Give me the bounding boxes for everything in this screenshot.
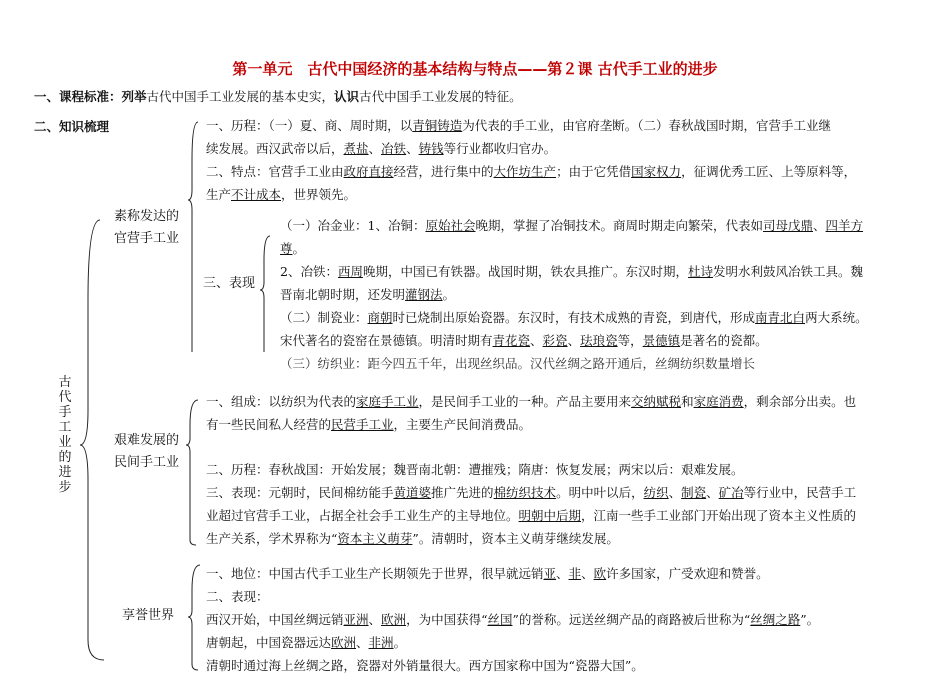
page-title: 第一单元 古代中国经济的基本结构与特点——第２课 古代手工业的进步 [232, 60, 718, 78]
standard-t2: 古代中国手工业发展的特征。 [359, 89, 522, 104]
root-label: 古代手工业的进步 [58, 375, 72, 495]
world-label: 享誉世界 [122, 608, 175, 623]
world-content: 一、地位：中国古代手工业生产长期领先于世界，很早就远销亚、非、欧许多国家，广受欢迎和赞誉。 二、表现： 西汉开始，中国丝绸远销亚洲、欧洲，为中国获得“丝国”的誉称。远送丝绸产品的商路被后世称为“丝绸之路”。 唐朝起，中国瓷器远达欧洲、非洲。 清朝时通过海上丝绸之路，瓷器对外销量很大。西方国家称中国为“瓷器大国”。 [206, 566, 820, 673]
show-brace [260, 236, 270, 352]
official-show-label: 三、表现 [203, 276, 256, 291]
official-label-2: 官营手工业 [114, 231, 180, 246]
standard-w2: 认识 [334, 89, 360, 104]
official-show-content: （一）冶金业：1、冶铜：原始社会晚期，掌握了冶铜技术。商周时期走向繁荣，代表如司母戊鼎、四羊方 尊。 2、冶铁：西周晚期，中国已有铁器。战国时期，铁农具推广。东汉时期，杜诗发明水利鼓风冶铁工具。魏 晋南北朝时期，还发明灌钢法。 （二）制瓷业：商朝时已烧制出原始瓷器。东汉时，有技术成熟的青瓷，到唐代，形成南青北白两大系统。 宋代著名的瓷窑在景德镇。明清时期有青花瓷、彩瓷、珐琅瓷等，景德镇是著名的瓷都。 （三）纺织业：距今四五千年，出现丝织品。汉代丝绸之路开通后，丝绸纺织数量增长 [280, 218, 868, 371]
folk-label-1: 艰难发展的 [114, 433, 180, 448]
official-history: 一、历程：（一）夏、商、周时期，以青铜铸造为代表的手工业，由官府垄断。（二）春秋战国时期，官营手工业继 续发展。西汉武帝以后，煮盐、冶铁、铸钱等行业都收归官办。 二、特点：官营手工业由政府直接经营，进行集中的大作坊生产；由于它凭借国家权力，征调优秀工匠、上等原料等， 生产不计成本，世界领先。 [206, 118, 857, 202]
official-brace [188, 122, 198, 352]
world-brace [188, 565, 200, 670]
folk-composition: 一、组成：以纺织为代表的家庭手工业，是民间手工业的一种。产品主要用来交纳赋税和家庭消费，剩余部分出卖。也 有一些民间私人经营的民营手工业，主要生产民间消费品。 [206, 394, 857, 432]
standard-t1: 古代中国手工业发展的基本史实， [146, 89, 335, 104]
standard-w1: 列举 [121, 89, 147, 104]
folk-history-and-show: 二、历程：春秋战国：开始发展；魏晋南北朝：遭摧残；隋唐：恢复发展；两宋以后：艰难发展。 三、表现：元朝时，民间棉纺能手黄道婆推广先进的棉纺织技术。明中叶以后，纺织、制瓷、矿冶等行业中，民营手工 业超过官营手工业，占据全社会手工业生产的主导地位。明朝中后期，江南一些手工业部门开始出现了资本主义性质的 生产关系，学术界称为“资本主义萌芽”。清朝时，资本主义萌芽继续发展。 [206, 462, 857, 546]
outline-label: 二、知识梳理 [34, 119, 110, 134]
root-brace [80, 220, 104, 660]
standard-prefix: 一、课程标准： [34, 89, 122, 104]
folk-brace [186, 400, 198, 545]
official-label-1: 素称发达的 [114, 209, 180, 224]
folk-label-2: 民间手工业 [114, 455, 180, 470]
